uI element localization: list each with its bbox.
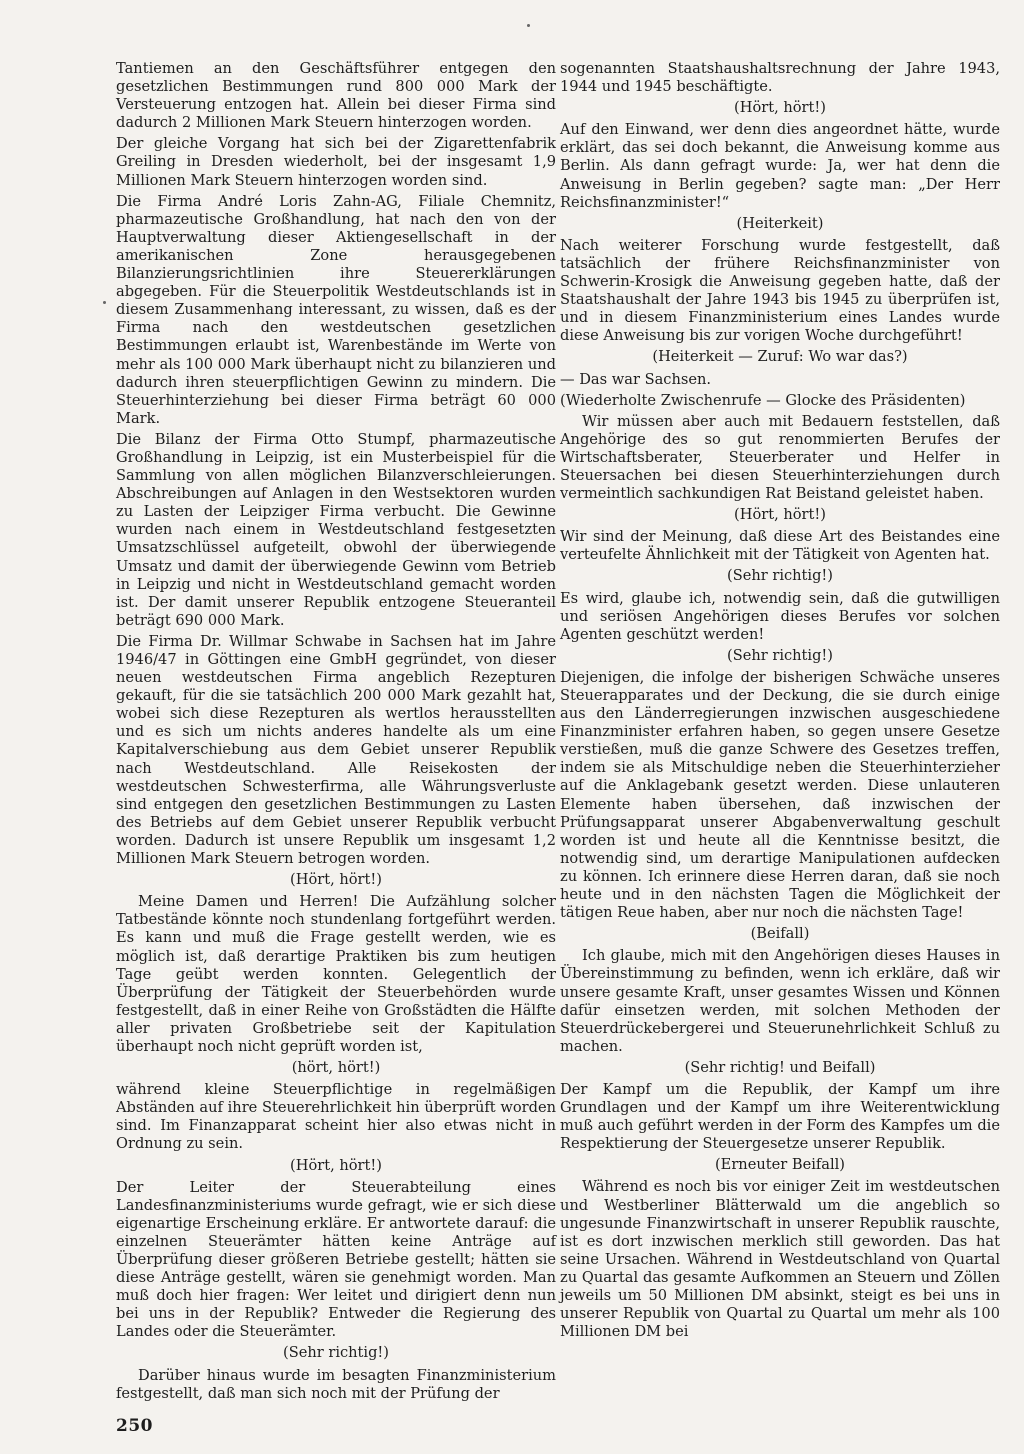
interjection: (Sehr richtig!)	[727, 646, 833, 664]
interjection: (Hört, hört!)	[734, 506, 826, 524]
interjection: (Hört, hört!)	[290, 1156, 382, 1174]
paragraph: Die Firma Dr. Willmar Schwabe in Sachsen hat im Jahre 1946/47 in Göttingen eine GmbH gegründet, von dieser neuen westdeutschen Firma angeblich Rezepturen gekauft, für die sie tatsächlich 200 000 Mark gezahlt hat, wobei sich diese Rezepturen als wertlos herausstellten und es sich um nichts anderes handelte als um eine Kapitalverschiebung aus dem Gebiet unserer Republik nach Westdeutschland. Alle Reisekosten der westdeutschen Schwesterfirma, alle Währungsverluste sind entgegen den gesetzlichen Bestimmungen zu Lasten des Betriebs auf dem Gebiet unserer Republik verbucht worden. Dadurch ist unsere Republik um insgesamt 1,2 Millionen Mark Steuern betrogen worden.	[116, 632, 556, 868]
paragraph: Meine Damen und Herren! Die Aufzählung solcher Tatbestände könnte noch stundenlang fortgeführt werden. Es kann und muß die Frage gestellt werden, wie es möglich ist, daß derartige Praktiken bis zum heutigen Tage geübt werden konnten. Gelegentlich der Überprüfung der Tätigkeit der Steuerbehörden wurde festgestellt, daß in einer Reihe von Großstädten die Hälfte aller privaten Großbetriebe seit der Kapitulation überhaupt noch nicht geprüft worden ist,	[116, 893, 556, 1055]
paragraph: Der Kampf um die Republik, der Kampf um ihre Grundlagen und der Kampf um ihre Weiterentwicklung muß auch geführt werden in der Form des Kampfes um die Respektierung der Steuergesetze unserer Republik.	[560, 1080, 1000, 1153]
paragraph: Der gleiche Vorgang hat sich bei der Zigarettenfabrik Greiling in Dresden wiederholt, bei der insgesamt 1,9 Millionen Mark Steuern hinterzogen worden sind.	[116, 135, 556, 189]
left-column	[116, 60, 556, 1406]
interjection: (Sehr richtig!)	[283, 1344, 389, 1362]
paragraph: Der Leiter der Steuerabteilung eines Landesfinanzministeriums wurde gefragt, wie er sich diese eigenartige Erscheinung erkläre. Er antwortete darauf: die einzelnen Steuerämter hätten keine Anträge auf Überprüfung dieser größeren Betriebe gestellt; hätten sie diese Anträge gestellt, wären sie genehmigt worden. Man muß doch hier fragen: Wer leitet und dirigiert denn nun bei uns in der Republik? Entweder die Regierung des Landes oder die Steuerämter.	[116, 1178, 556, 1341]
interjection: (Heiterkeit)	[736, 214, 824, 232]
paragraph: Es wird, glaube ich, notwendig sein, daß die gutwilligen und seriösen Angehörigen dieses Berufes vor solchen Agenten geschützt werden!	[560, 589, 1000, 643]
interjection: (Beifall)	[750, 925, 810, 943]
page-number: 250	[116, 1416, 153, 1436]
paragraph: Die Bilanz der Firma Otto Stumpf, pharmazeutische Großhandlung in Leipzig, ist ein Musterbeispiel für die Sammlung von allen möglichen Bilanzverschleierungen. Abschreibungen auf Anlagen in den Westsektoren wurden zu Lasten der Leipziger Firma verbucht. Die Gewinne wurden nach einem in Westdeutschland festgesetzten Umsatzschlüssel aufgeteilt, obwohl der überwiegende Umsatz und damit der überwiegende Gewinn vom Betrieb in Leipzig und nicht in Westdeutschland gemacht worden ist. Der damit unserer Republik entzogene Steueranteil beträgt 690 000 Mark.	[116, 430, 556, 629]
interjection: (hört, hört!)	[291, 1059, 381, 1077]
paragraph: — Das war Sachsen.	[560, 370, 712, 388]
paragraph: Wir müssen aber auch mit Bedauern feststellen, daß Angehörige des so gut renommierten Berufes der Wirtschaftsberater, Steuerberater und Helfer in Steuersachen bei diesen Steuerhinterziehungen durch vermeintlich sachkundigen Rat Beistand geleistet haben.	[560, 412, 1000, 503]
print-speck	[103, 301, 106, 304]
paragraph: Nach weiterer Forschung wurde festgestellt, daß tatsächlich der frühere Reichsfinanzminister von Schwerin-Krosigk die Anweisung gegeben hatte, daß der Staatshaushalt der Jahre 1943 bis 1945 zu überprüfen ist, und in diesem Finanzministerium eines Landes wurde diese Anweisung bis zur vorigen Woche durchgeführt!	[560, 236, 1000, 345]
interjection: (Sehr richtig! und Beifall)	[684, 1058, 876, 1076]
interjection: (Sehr richtig!)	[727, 567, 833, 585]
paragraph: Tantiemen an den Geschäftsführer entgegen den gesetzlichen Bestimmungen rund 800 000 Mark der Versteuerung entzogen hat. Allein bei dieser Firma sind dadurch 2 Millionen Mark Steuern hinterzogen worden.	[116, 60, 556, 132]
interjection: (Heiterkeit — Zuruf: Wo war das?)	[652, 348, 908, 366]
paragraph: während kleine Steuerpflichtige in regelmäßigen Abständen auf ihre Steuerehrlichkeit hin überprüft worden sind. Im Finanzapparat scheint hier also etwas nicht in Ordnung zu sein.	[116, 1081, 556, 1153]
paragraph: sogenannten Staatshaushaltsrechnung der Jahre 1943, 1944 und 1945 beschäftigte.	[560, 60, 1000, 96]
print-speck	[527, 24, 530, 27]
paragraph: (Wiederholte Zwischenrufe — Glocke des Präsidenten)	[560, 391, 966, 409]
paragraph: Auf den Einwand, wer denn dies angeordnet hätte, wurde erklärt, das sei doch bekannt, die Anweisung komme aus Berlin. Als dann gefragt wurde: Ja, wer hat denn die Anweisung in Berlin gegeben? sagte man: „Der Herr Reichsfinanzminister!“	[560, 121, 1000, 211]
paragraph: Wir sind der Meinung, daß diese Art des Beistandes eine verteufelte Ähnlichkeit mit der Tätigkeit von Agenten hat.	[560, 528, 1000, 564]
paragraph: Die Firma André Loris Zahn-AG, Filiale Chemnitz, pharmazeutische Großhandlung, hat nach den von der Hauptverwaltung dieser Aktiengesellschaft in der amerikanischen Zone herausgegebenen Bilanzierungsrichtlinien ihre Steuererklärungen abgegeben. Für die Steuerpolitik Westdeutschlands ist in diesem Zusammenhang interessant, zu wissen, daß es der Firma nach den westdeutschen gesetzlichen Bestimmungen erlaubt ist, Warenbestände im Werte von mehr als 100 000 Mark überhaupt nicht zu bilanzieren und dadurch ihren steuerpflichtigen Gewinn zu mindern. Die Steuerhinterziehung bei dieser Firma beträgt 60 000 Mark.	[116, 192, 556, 427]
paragraph: Während es noch bis vor einiger Zeit im westdeutschen und Westberliner Blätterwald um die angeblich so ungesunde Finanzwirtschaft in unserer Republik rauschte, ist es dort inzwischen merklich still geworden. Das hat seine Ursachen. Während in Westdeutschland von Quartal zu Quartal das gesamte Aufkommen an Steuern und Zöllen jeweils um 50 Millionen DM absinkt, steigt es bei uns in unserer Republik von Quartal zu Quartal um mehr als 100 Millionen DM bei	[560, 1178, 1000, 1341]
interjection: (Hört, hört!)	[734, 99, 826, 117]
paragraph: Darüber hinaus wurde im besagten Finanzministerium festgestellt, daß man sich noch mit der Prüfung der	[116, 1366, 556, 1402]
paragraph: Diejenigen, die infolge der bisherigen Schwäche unseres Steuerapparates und der Deckung, die sie durch einige aus den Länderregierungen inzwischen ausgeschiedene Finanzminister erfahren haben, so gegen unsere Gesetze verstießen, muß die ganze Schwere des Gesetzes treffen, indem sie als Mitschuldige neben die Steuerhinterzieher auf die Anklagebank gesetzt werden. Diese unlauteren Elemente haben übersehen, daß inzwischen der Prüfungsapparat unserer Abgabenverwaltung geschult worden ist und heute all die Kenntnisse besitzt, die notwendig sind, um derartige Manipulationen aufdecken zu können. Ich erinnere diese Herren daran, daß sie noch heute und in den nächsten Tagen die Möglichkeit der tätigen Reue haben, aber nur noch die nächsten Tage!	[560, 668, 1000, 922]
right-column	[560, 60, 1000, 1344]
paragraph: Ich glaube, mich mit den Angehörigen dieses Hauses in Übereinstimmung zu befinden, wenn ich erkläre, daß wir unsere gesamte Kraft, unser gesamtes Wissen und Können dafür einsetzen werden, mit solchen Methoden der Steuerdrückebergerei und Steuerunehrlichkeit Schluß zu machen.	[560, 947, 1000, 1055]
interjection: (Hört, hört!)	[290, 871, 382, 889]
interjection: (Erneuter Beifall)	[714, 1156, 846, 1174]
